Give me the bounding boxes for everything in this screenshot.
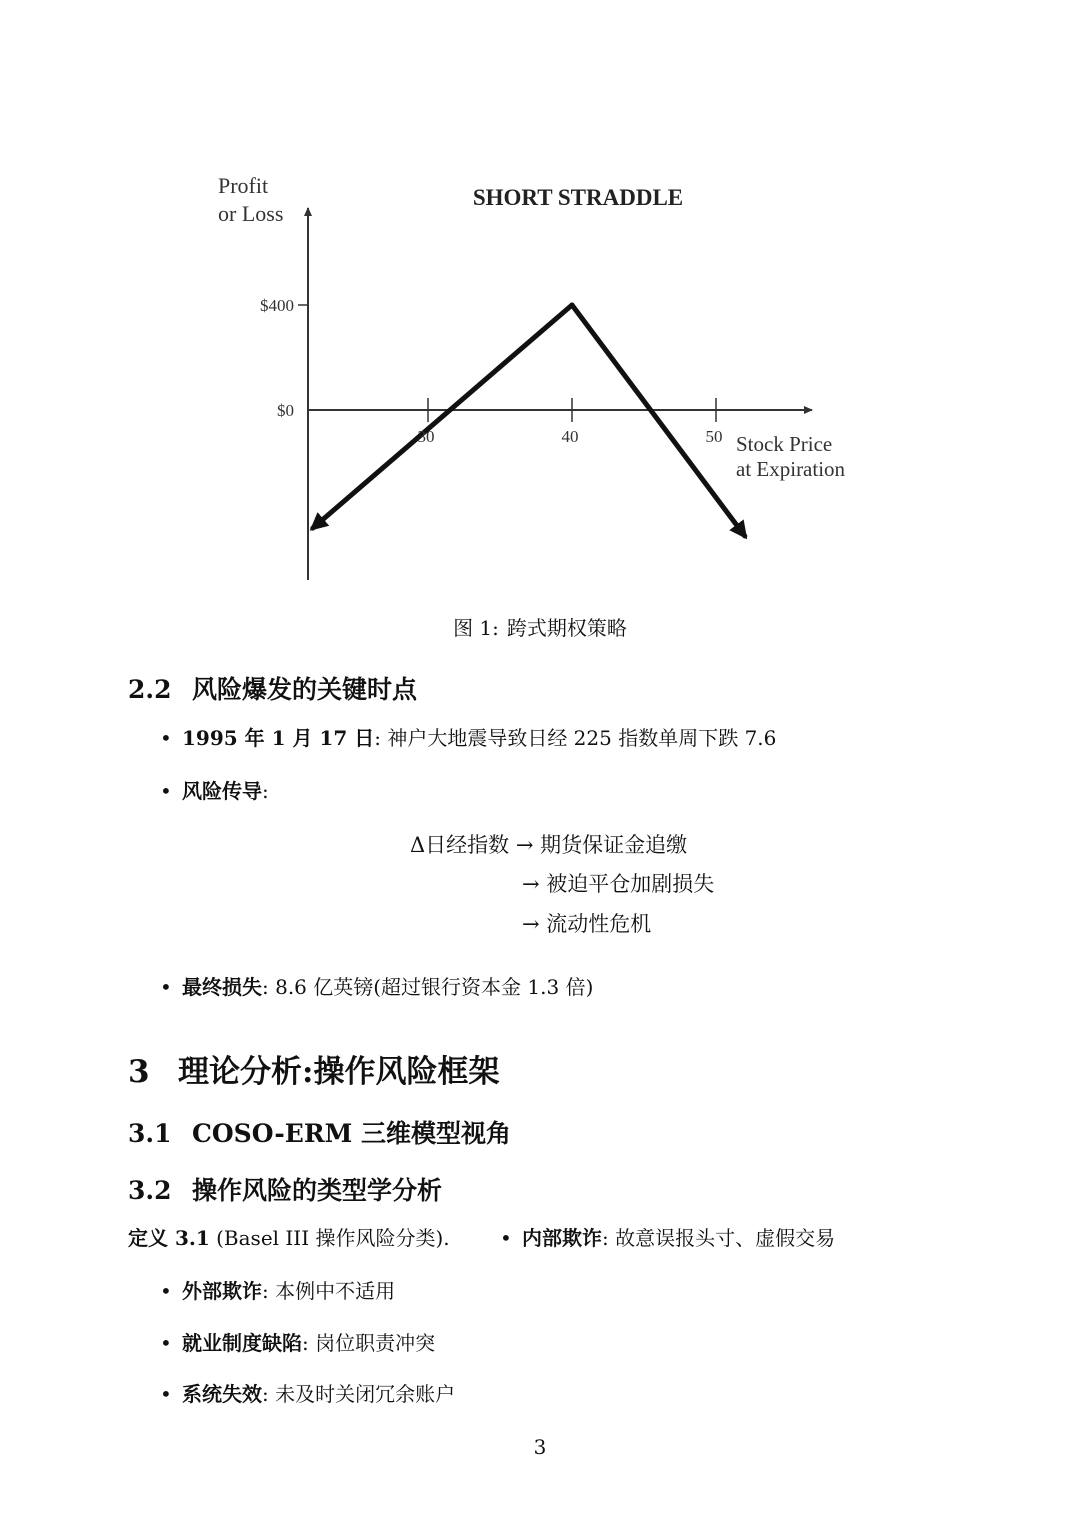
list-item-text: : 本例中不适用 bbox=[262, 1279, 396, 1303]
payoff-line bbox=[572, 305, 745, 536]
section-number: 3 bbox=[128, 1054, 150, 1090]
section-3-1-heading bbox=[128, 1114, 511, 1150]
section-title: 操作风险的类型学分析 bbox=[192, 1176, 443, 1205]
bullet-icon: • bbox=[160, 975, 172, 999]
chain-start: Δ日经指数 bbox=[410, 833, 510, 857]
definition-text: (Basel III 操作风险分类). bbox=[216, 1226, 450, 1250]
list-item-label: 1995 年 1 月 17 日 bbox=[182, 726, 375, 750]
list-item-label: 系统失效 bbox=[182, 1382, 262, 1406]
list-item bbox=[160, 775, 269, 804]
figure-caption-text: 跨式期权策略 bbox=[506, 616, 627, 640]
figure-caption bbox=[0, 612, 1080, 641]
list-item-text: : 未及时关闭冗余账户 bbox=[262, 1382, 456, 1406]
chain-step: 被迫平仓加剧损失 bbox=[546, 872, 715, 896]
chain-step: 流动性危机 bbox=[546, 912, 652, 936]
x-axis-label: Stock Price bbox=[736, 432, 833, 456]
chain-step: 期货保证金追缴 bbox=[540, 833, 688, 857]
figure-caption-label: 图 1: bbox=[453, 616, 499, 640]
payoff-line bbox=[313, 305, 572, 528]
list-item bbox=[160, 1275, 395, 1304]
definition-3-1 bbox=[128, 1222, 450, 1251]
transmission-chain-line-3 bbox=[522, 908, 651, 938]
list-item-text: : 神户大地震导致日经 225 指数单周下跌 7.6 bbox=[374, 726, 777, 750]
bullet-icon: • bbox=[500, 1226, 512, 1250]
section-title: 风险爆发的关键时点 bbox=[192, 675, 418, 704]
bullet-icon: • bbox=[160, 1331, 172, 1355]
y-tick-label: $0 bbox=[277, 401, 294, 420]
transmission-chain-line-1 bbox=[410, 829, 687, 859]
arrow-icon: → bbox=[515, 833, 534, 857]
short-straddle-chart bbox=[200, 160, 880, 600]
section-number: 3.2 bbox=[128, 1176, 172, 1205]
y-axis-label: Profit bbox=[218, 173, 269, 198]
list-item bbox=[160, 722, 776, 751]
section-number: 3.1 bbox=[128, 1119, 172, 1148]
bullet-icon: • bbox=[160, 726, 172, 750]
section-3-heading bbox=[128, 1046, 499, 1091]
list-item-text: : 故意误报头寸、虚假交易 bbox=[602, 1226, 836, 1250]
list-item bbox=[500, 1222, 835, 1251]
short-straddle-figure bbox=[200, 160, 880, 600]
arrow-icon: → bbox=[522, 912, 540, 936]
section-title: 理论分析:操作风险框架 bbox=[178, 1054, 500, 1090]
bullet-icon: • bbox=[160, 779, 172, 803]
list-item bbox=[160, 1378, 455, 1407]
x-tick-label: 40 bbox=[561, 427, 579, 446]
x-axis-label: at Expiration bbox=[736, 457, 846, 481]
section-2-2-heading bbox=[128, 670, 417, 706]
x-tick-label: 30 bbox=[417, 427, 435, 446]
list-item-label: 就业制度缺陷 bbox=[182, 1331, 302, 1355]
bullet-icon: • bbox=[160, 1279, 172, 1303]
y-tick-label: $400 bbox=[260, 296, 294, 315]
list-item-label: 外部欺诈 bbox=[182, 1279, 262, 1303]
arrow-icon: → bbox=[522, 872, 540, 896]
y-axis-label: or Loss bbox=[218, 201, 284, 226]
list-item-text: : bbox=[262, 779, 269, 803]
bullet-icon: • bbox=[160, 1382, 172, 1406]
definition-label: 定义 3.1 bbox=[128, 1226, 210, 1250]
x-tick-label: 50 bbox=[705, 427, 723, 446]
section-3-2-heading bbox=[128, 1171, 442, 1207]
list-item-text: : 岗位职责冲突 bbox=[302, 1331, 436, 1355]
list-item-text: : 8.6 亿英镑(超过银行资本金 1.3 倍) bbox=[262, 975, 594, 999]
section-title: COSO-ERM 三维模型视角 bbox=[192, 1119, 512, 1148]
list-item-label: 最终损失 bbox=[182, 975, 262, 999]
chart-title: SHORT STRADDLE bbox=[472, 185, 684, 210]
transmission-chain-line-2 bbox=[522, 868, 714, 898]
list-item bbox=[160, 971, 593, 1000]
page-number: 3 bbox=[533, 1435, 547, 1459]
list-item bbox=[160, 1327, 435, 1356]
list-item-label: 内部欺诈 bbox=[522, 1226, 602, 1250]
list-item-label: 风险传导 bbox=[182, 779, 262, 803]
section-number: 2.2 bbox=[128, 675, 172, 704]
